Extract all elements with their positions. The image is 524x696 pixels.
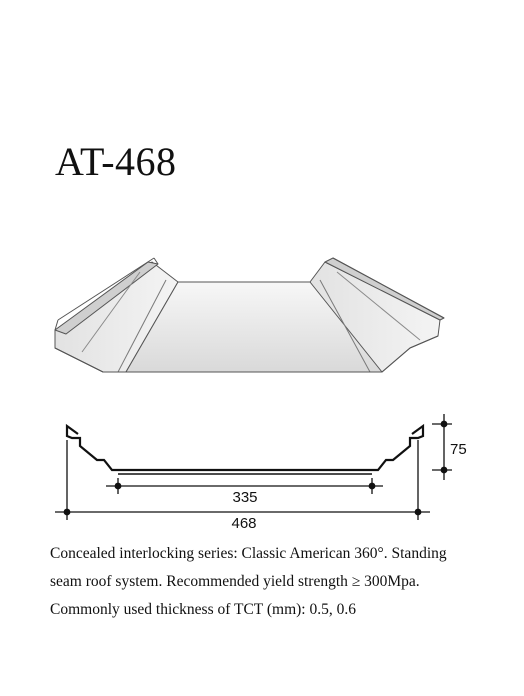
pan-dim-label: 335	[232, 489, 258, 506]
pan-dim-marker-right	[369, 483, 376, 490]
description-line: seam roof system. Recommended yield strength ≥ 300Mpa.	[50, 573, 420, 590]
width-dim-marker-left	[64, 509, 71, 516]
height-dim-marker-bottom	[441, 467, 448, 474]
profile-section	[67, 426, 423, 474]
width-dim-marker-right	[415, 509, 422, 516]
height-dim-marker-top	[441, 421, 448, 428]
description-line: Concealed interlocking series: Classic American 360°. Standing	[50, 545, 447, 562]
width-dim-label: 468	[231, 515, 257, 532]
product-title: AT-468	[55, 139, 177, 184]
pan-dim-marker-left	[115, 483, 122, 490]
profile-outline	[67, 426, 423, 470]
panel-3d-render	[55, 258, 444, 372]
height-dim-label: 75	[450, 441, 467, 458]
product-description	[50, 540, 500, 624]
description-line: Commonly used thickness of TCT (mm): 0.5, 0.6	[50, 601, 356, 618]
